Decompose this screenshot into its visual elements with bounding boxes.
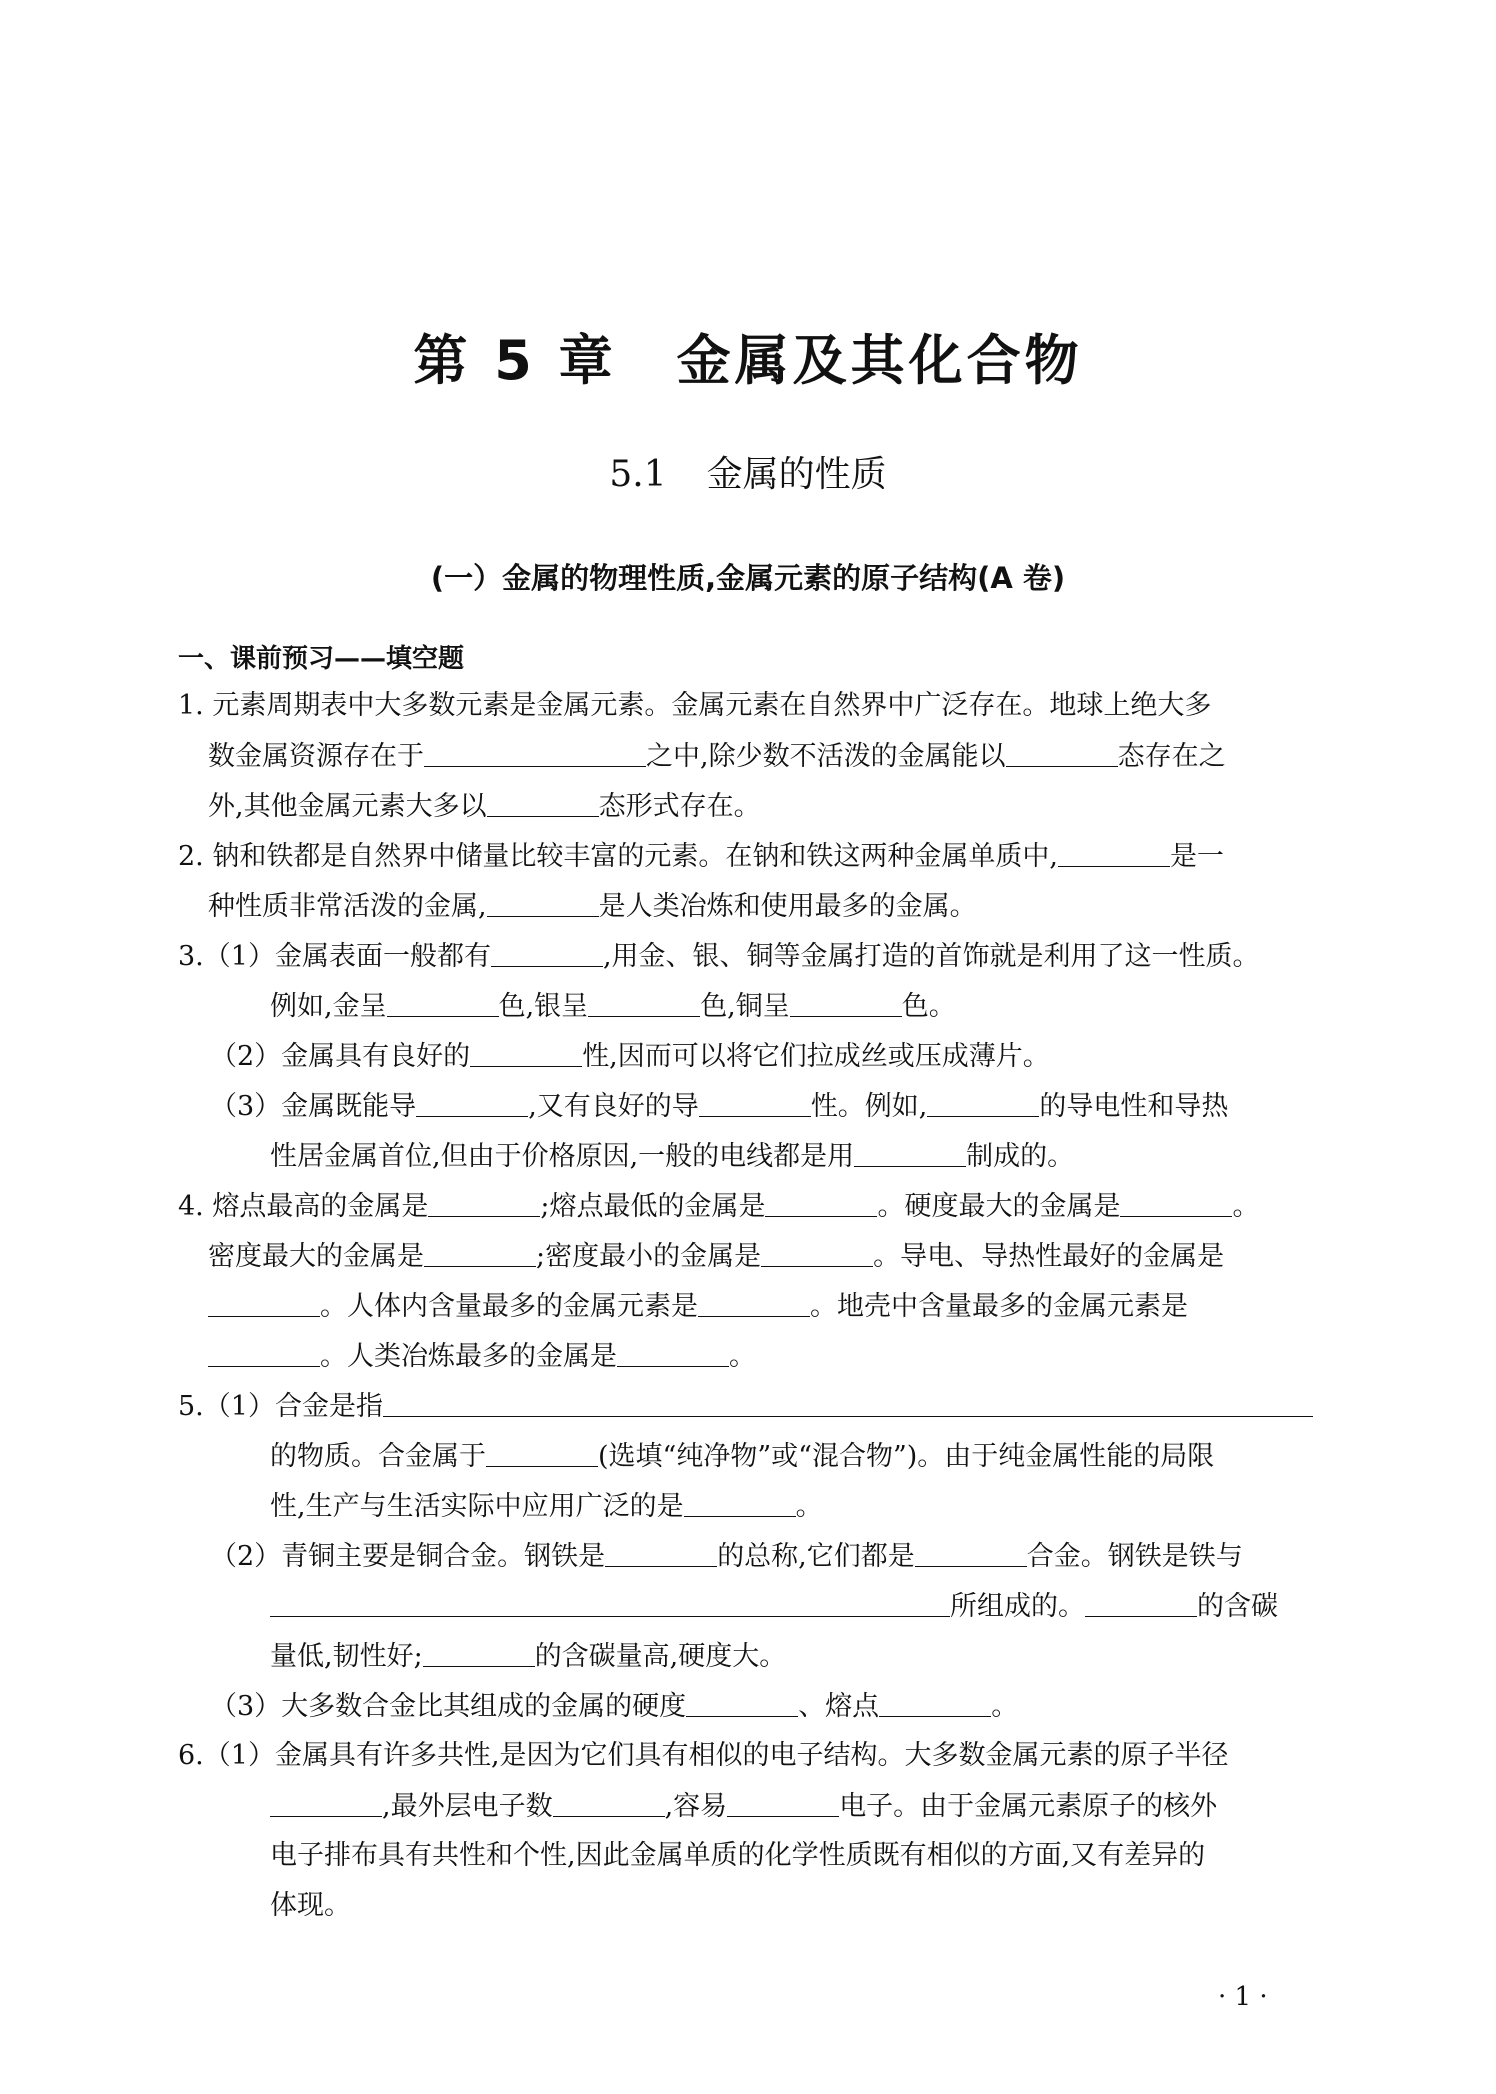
question-text: 。 bbox=[795, 1491, 823, 1522]
question-4-line-1 bbox=[178, 1192, 1259, 1220]
question-text: 性居金属首位,但由于价格原因,一般的电线都是用 bbox=[270, 1141, 855, 1172]
question-3-3-line-2 bbox=[270, 1142, 1074, 1170]
answer-blank[interactable] bbox=[487, 892, 599, 917]
chapter-number: 第 5 章 bbox=[413, 329, 617, 392]
question-5-1-line-2 bbox=[270, 1442, 1214, 1470]
section-title bbox=[0, 446, 1496, 497]
question-text: （3）金属既能导 bbox=[210, 1091, 417, 1122]
question-text: （2）青铜主要是铜合金。钢铁是 bbox=[210, 1541, 606, 1572]
answer-blank[interactable] bbox=[383, 1392, 1313, 1417]
question-1-line-3 bbox=[208, 792, 761, 820]
question-4-line-3 bbox=[208, 1292, 1188, 1320]
question-3-2-line-1 bbox=[210, 1042, 1050, 1070]
question-6-1-line-4 bbox=[270, 1892, 351, 1919]
question-text: 的物质。合金属于 bbox=[270, 1441, 486, 1472]
question-text: 数金属资源存在于 bbox=[208, 741, 424, 772]
answer-blank[interactable] bbox=[486, 1442, 598, 1467]
question-1-line-1 bbox=[178, 692, 1211, 719]
question-text: 种性质非常活泼的金属, bbox=[208, 891, 487, 922]
question-1-line-2 bbox=[208, 742, 1226, 770]
question-3-1-line-2 bbox=[270, 992, 956, 1020]
question-text: 体现。 bbox=[270, 1890, 351, 1921]
question-text: 。 bbox=[991, 1691, 1019, 1722]
question-3-3-line-1 bbox=[210, 1092, 1228, 1120]
answer-blank[interactable] bbox=[765, 1192, 877, 1217]
question-4-line-2 bbox=[208, 1242, 1224, 1270]
question-text: 的总称,它们都是 bbox=[717, 1541, 915, 1572]
answer-blank[interactable] bbox=[617, 1342, 729, 1367]
question-6-1-line-2 bbox=[270, 1792, 1217, 1820]
question-text: (选填“纯净物”或“混合物”)。由于纯金属性能的局限 bbox=[598, 1441, 1215, 1472]
question-text: 。 bbox=[729, 1341, 756, 1372]
question-text: ,最外层电子数 bbox=[382, 1791, 553, 1822]
question-text: 色,银呈 bbox=[498, 991, 589, 1022]
question-text: （3）大多数合金比其组成的金属的硬度 bbox=[210, 1691, 687, 1722]
question-text: 。导电、导热性最好的金属是 bbox=[873, 1241, 1225, 1272]
answer-blank[interactable] bbox=[424, 742, 646, 767]
question-6-1-line-3 bbox=[270, 1842, 1205, 1869]
answer-blank[interactable] bbox=[208, 1342, 320, 1367]
section-name: 金属的性质 bbox=[706, 454, 887, 495]
question-text: 性,因而可以将它们拉成丝或压成薄片。 bbox=[582, 1041, 1050, 1072]
question-3-1-line-1 bbox=[178, 942, 1260, 970]
question-text: 的含碳量高,硬度大。 bbox=[534, 1641, 787, 1672]
answer-blank[interactable] bbox=[698, 1292, 810, 1317]
section-number: 5.1 bbox=[609, 454, 667, 495]
answer-blank[interactable] bbox=[487, 792, 599, 817]
question-text: 色,铜呈 bbox=[700, 991, 790, 1022]
question-text: 是一 bbox=[1169, 841, 1224, 872]
question-5-2-line-1 bbox=[210, 1542, 1243, 1570]
question-text: 量低,韧性好; bbox=[270, 1641, 423, 1672]
question-text: 的导电性和导热 bbox=[1039, 1091, 1229, 1122]
answer-blank[interactable] bbox=[915, 1542, 1027, 1567]
question-text: ;密度最小的金属是 bbox=[536, 1241, 762, 1272]
question-text: 。地壳中含量最多的金属元素是 bbox=[810, 1291, 1188, 1322]
answer-blank[interactable] bbox=[1085, 1592, 1197, 1617]
question-5-2-line-2 bbox=[270, 1592, 1278, 1620]
answer-blank[interactable] bbox=[761, 1242, 873, 1267]
question-text: 4. 熔点最高的金属是 bbox=[178, 1191, 429, 1222]
subsection-title: (一）金属的物理性质,金属元素的原子结构(A 卷) bbox=[430, 561, 1066, 595]
question-text: 。人体内含量最多的金属元素是 bbox=[320, 1291, 698, 1322]
question-5-1-line-3 bbox=[270, 1492, 823, 1520]
question-2-line-2 bbox=[208, 892, 977, 920]
question-text: 性,生产与生活实际中应用广泛的是 bbox=[270, 1491, 684, 1522]
question-text: 。硬度最大的金属是 bbox=[877, 1191, 1121, 1222]
question-text: 是人类冶炼和使用最多的金属。 bbox=[598, 891, 977, 922]
answer-blank[interactable] bbox=[470, 1042, 582, 1067]
answer-blank[interactable] bbox=[588, 992, 700, 1017]
chapter-name: 金属及其化合物 bbox=[676, 329, 1083, 392]
question-6-1-line-1 bbox=[178, 1742, 1229, 1769]
question-text: 密度最大的金属是 bbox=[208, 1241, 424, 1272]
question-text: 电子排布具有共性和个性,因此金属单质的化学性质既有相似的方面,又有差异的 bbox=[270, 1840, 1206, 1871]
answer-blank[interactable] bbox=[879, 1692, 991, 1717]
question-text: 6.（1）金属具有许多共性,是因为它们具有相似的电子结构。大多数金属元素的原子半径 bbox=[178, 1740, 1229, 1771]
question-text: 性。例如, bbox=[810, 1091, 928, 1122]
answer-blank[interactable] bbox=[208, 1292, 320, 1317]
question-text: ;熔点最低的金属是 bbox=[540, 1191, 766, 1222]
answer-blank[interactable] bbox=[1006, 742, 1118, 767]
answer-blank[interactable] bbox=[270, 1792, 382, 1817]
question-text: 电子。由于金属元素原子的核外 bbox=[839, 1791, 1218, 1822]
answer-blank[interactable] bbox=[605, 1542, 717, 1567]
answer-blank[interactable] bbox=[270, 1592, 950, 1617]
question-text: 态形式存在。 bbox=[598, 791, 761, 822]
question-5-3-line-1 bbox=[210, 1692, 1018, 1720]
question-text: ,容易 bbox=[664, 1791, 728, 1822]
question-4-line-4 bbox=[208, 1342, 756, 1370]
part-heading: 一、课前预习——填空题 bbox=[178, 644, 465, 674]
question-text: 外,其他金属元素大多以 bbox=[208, 791, 487, 822]
question-text: 、熔点 bbox=[798, 1691, 880, 1722]
question-text: 1. 元素周期表中大多数元素是金属元素。金属元素在自然界中广泛存在。地球上绝大多 bbox=[178, 690, 1212, 721]
question-text: 之中,除少数不活泼的金属能以 bbox=[646, 741, 1006, 772]
answer-blank[interactable] bbox=[699, 1092, 811, 1117]
question-text: 5.（1）合金是指 bbox=[178, 1391, 383, 1422]
question-text: 所组成的。 bbox=[950, 1591, 1085, 1622]
answer-blank[interactable] bbox=[423, 1642, 535, 1667]
question-5-2-line-3 bbox=[270, 1642, 786, 1670]
question-text: 例如,金呈 bbox=[270, 991, 387, 1022]
answer-blank[interactable] bbox=[686, 1692, 798, 1717]
answer-blank[interactable] bbox=[854, 1142, 966, 1167]
question-2-line-1 bbox=[178, 842, 1224, 870]
question-text: 2. 钠和铁都是自然界中储量比较丰富的元素。在钠和铁这两种金属单质中, bbox=[178, 841, 1058, 872]
answer-blank[interactable] bbox=[428, 1192, 540, 1217]
question-text: 色。 bbox=[901, 991, 956, 1022]
question-text: （2）金属具有良好的 bbox=[210, 1041, 471, 1072]
answer-blank[interactable] bbox=[387, 992, 499, 1017]
answer-blank[interactable] bbox=[727, 1792, 839, 1817]
answer-blank[interactable] bbox=[684, 1492, 796, 1517]
question-text: 态存在之 bbox=[1117, 741, 1226, 772]
answer-blank[interactable] bbox=[553, 1792, 665, 1817]
answer-blank[interactable] bbox=[1058, 842, 1170, 867]
question-text: ,用金、银、铜等金属打造的首饰就是利用了这一性质。 bbox=[602, 941, 1260, 972]
question-text: 3.（1）金属表面一般都有 bbox=[178, 941, 491, 972]
answer-blank[interactable] bbox=[790, 992, 902, 1017]
question-text: 制成的。 bbox=[966, 1141, 1075, 1172]
answer-blank[interactable] bbox=[1120, 1192, 1232, 1217]
chapter-title bbox=[0, 318, 1496, 395]
answer-blank[interactable] bbox=[927, 1092, 1039, 1117]
question-text: 的含碳 bbox=[1197, 1591, 1278, 1622]
answer-blank[interactable] bbox=[416, 1092, 528, 1117]
question-5-1-line-1 bbox=[178, 1392, 1313, 1420]
question-text: ,又有良好的导 bbox=[528, 1091, 699, 1122]
question-text: 。人类冶炼最多的金属是 bbox=[320, 1341, 617, 1372]
answer-blank[interactable] bbox=[424, 1242, 536, 1267]
answer-blank[interactable] bbox=[491, 942, 603, 967]
question-text: 合金。钢铁是铁与 bbox=[1026, 1541, 1243, 1572]
page-number: · 1 · bbox=[1218, 1982, 1268, 2012]
question-text: 。 bbox=[1232, 1191, 1260, 1222]
